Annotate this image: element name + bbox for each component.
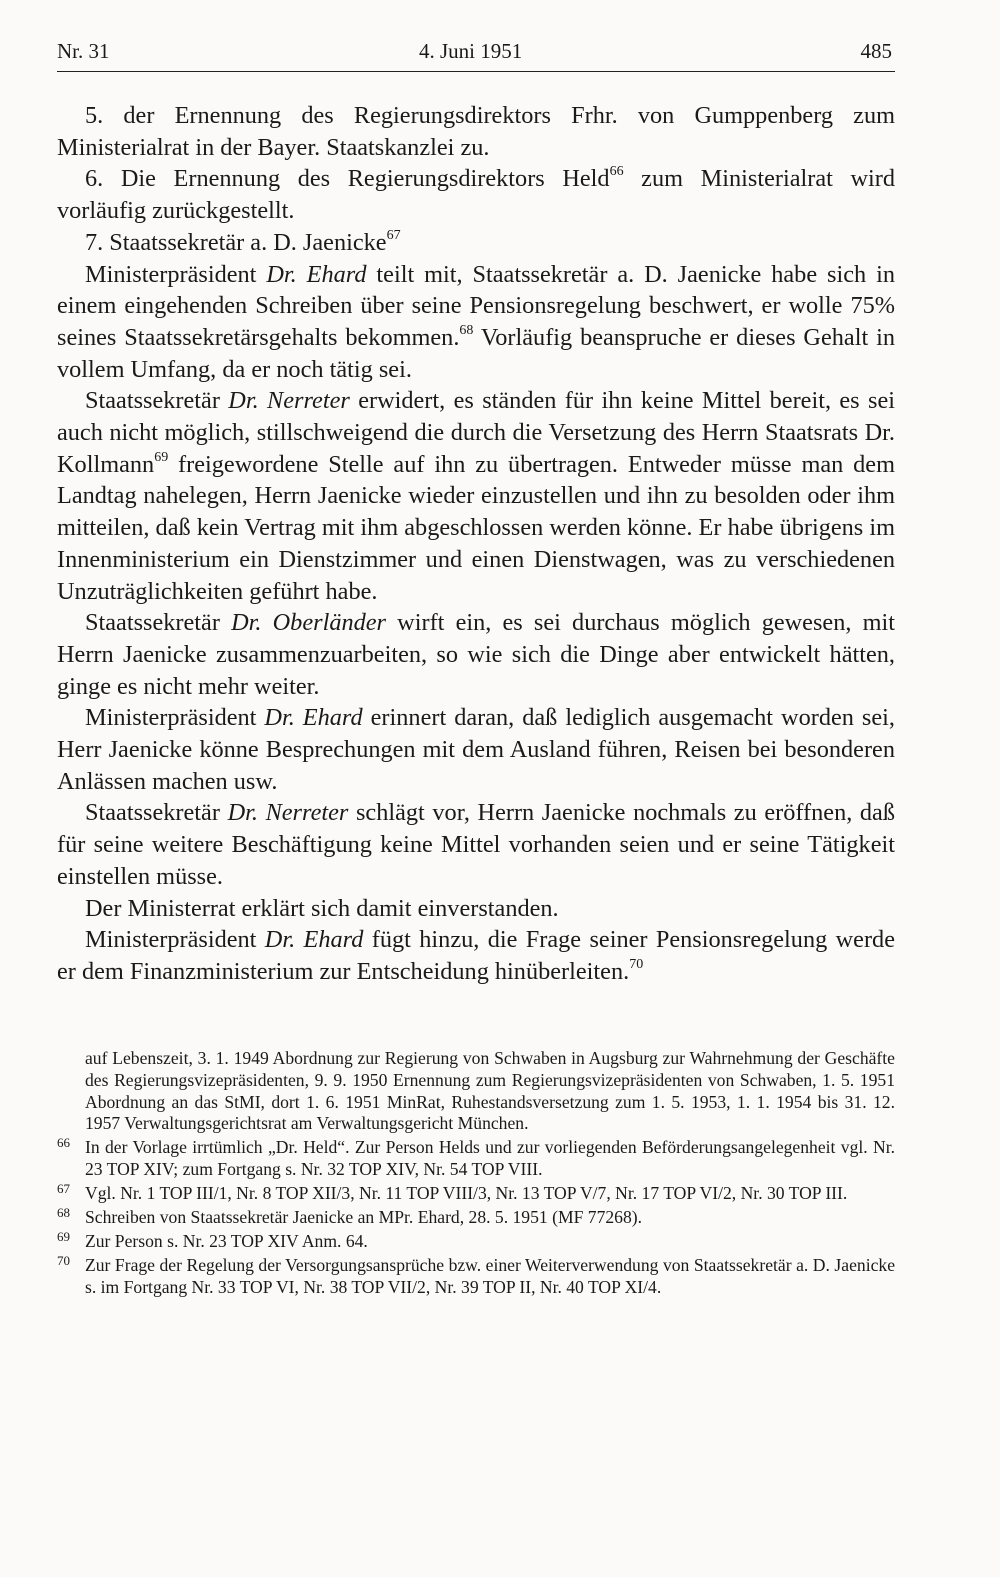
- running-head: [57, 36, 895, 66]
- paragraph-item-5: 5. der Ernennung des Regierungsdirektors Frhr. von Gumppenberg zum Ministerialrat in der Bayer. Staatskanzlei zu.: [57, 102, 895, 161]
- paragraph-ehard-pension: Ministerpräsident Dr. Ehard teilt mit, Staatssekretär a. D. Jaenicke habe sich in einem eingehenden Schreiben über seine Pensionsregelung beschwert, er wolle 75% seines Staatssekretärsgehalts bekommen.$^{68}$ Vorläufig beanspruche er dieses Gehalt in vollem Umfang, da er noch tätig sei.: [57, 260, 895, 383]
- footnote-ref-67[interactable]: 67: [386, 227, 401, 243]
- speaker-name: Dr. Oberländer: [231, 609, 387, 637]
- footnote-69: 69 Zur Person s. Nr. 23 TOP XIV Anm. 64.: [57, 1231, 895, 1253]
- speaker-name: Dr. Nerreter: [227, 799, 349, 827]
- speaker-name: Dr. Ehard: [266, 260, 367, 288]
- speaker-name: Dr. Nerreter: [228, 387, 350, 415]
- speaker-name: Dr. Ehard: [264, 704, 363, 732]
- paragraph-nerreter-reply: Staatssekretär Dr. Nerreter erwidert, es ständen für ihn keine Mittel bereit, es sei auch nicht möglich, stillschweigend die durch die Versetzung des Herrn Staatsrats Dr. Kollmann$^{69}$ freigewordene Stelle auf ihn zu übertragen. Entweder müsse man dem Landtag nahelegen, Herrn Jaenicke wieder einzustellen und ihn zu besolden oder ihm mitteilen, daß kein Vertrag mit ihm abgeschlossen werden könne. Er habe übrigens im Innenministerium ein Dienstzimmer und einen Dienstwagen, was zu verschiedenen Unzuträglichkeiten geführt habe.: [57, 387, 895, 605]
- footnote-number: 68: [57, 1205, 70, 1221]
- footnote-ref-66[interactable]: 66: [609, 164, 624, 180]
- footnote-continuation: auf Lebenszeit, 3. 1. 1949 Abordnung zur Regierung von Schwaben in Augsburg zur Wahrnehmung der Geschäfte des Regierungsvizepräsidenten, 9. 9. 1950 Ernennung zum Regierungsvizepräsidenten von Schwaben, 1. 5. 1951 Abordnung an das StMI, dort 1. 6. 1951 MinRat, Ruhestandsversetzung zum 1. 5. 1953, 1. 1. 1954 bis 31. 12. 1957 Verwaltungsgerichtsrat am Verwaltungsgericht München.: [85, 1047, 895, 1134]
- page-number: 485: [860, 39, 892, 63]
- paragraph-ehard-reminder: Ministerpräsident Dr. Ehard erinnert daran, daß lediglich ausgemacht worden sei, Herr Jaenicke könne Besprechungen mit dem Ausland führen, Reisen bei besonderen Anlässen machen usw.: [57, 704, 895, 795]
- footnote-ref-69[interactable]: 69: [154, 449, 169, 465]
- footnote-66: 66 In der Vorlage irrtümlich „Dr. Held“. Zur Person Helds und zur vorliegenden Beförderungsangelegenheit vgl. Nr. 23 TOP XIV; zum Fortgang s. Nr. 32 TOP XIV, Nr. 54 TOP VIII.: [57, 1137, 895, 1181]
- document-number: Nr. 31: [57, 39, 110, 63]
- paragraph-oberlaender: Staatssekretär Dr. Oberländer wirft ein, es sei durchaus möglich gewesen, mit Herrn Jaenicke zusammenzuarbeiten, so wie sich die Dinge aber entwickelt hätten, ginge es nicht mehr weiter.: [57, 609, 895, 700]
- footnote-70: 70 Zur Frage der Regelung der Versorgungsansprüche bzw. einer Weiterverwendung von Staatssekretär a. D. Jaenicke s. im Fortgang Nr. 33 TOP VI, Nr. 38 TOP VII/2, Nr. 39 TOP II, Nr. 40 TOP XI/4.: [57, 1255, 895, 1299]
- document-date: 4. Juni 1951: [419, 39, 523, 63]
- footnote-number: 70: [57, 1252, 70, 1268]
- footnote-number: 69: [57, 1228, 70, 1244]
- footnote-67: 67 Vgl. Nr. 1 TOP III/1, Nr. 8 TOP XII/3, Nr. 11 TOP VIII/3, Nr. 13 TOP V/7, Nr. 17 TOP VI/2, Nr. 30 TOP III.: [57, 1183, 895, 1205]
- paragraph-item-6: 6. Die Ernennung des Regierungsdirektors Held$^{66}$ zum Ministerialrat wird vorläufig zurückgestellt.: [57, 164, 895, 225]
- footnote-number: 67: [57, 1181, 70, 1197]
- header-rule: [57, 71, 895, 72]
- paragraph-nerreter-proposal: Staatssekretär Dr. Nerreter schlägt vor, Herrn Jaenicke nochmals zu eröffnen, daß für seine weitere Beschäftigung keine Mittel vorhanden seien und er seine Tätigkeit einstellen müsse.: [57, 799, 895, 890]
- footnote-number: 66: [57, 1135, 70, 1151]
- footnote-ref-68[interactable]: 68: [459, 322, 474, 338]
- footnotes: [57, 1048, 895, 1299]
- paragraph-item-7: 7. Staatssekretär a. D. Jaenicke$^{67}$: [85, 227, 401, 256]
- document-page: [57, 36, 895, 1301]
- paragraph-ehard-adds: Ministerpräsident Dr. Ehard fügt hinzu, die Frage seiner Pensionsregelung werde er dem Finanzministerium zur Entscheidung hinüberleiten.$^{70}$: [57, 926, 895, 985]
- paragraph-council-agrees: Der Ministerrat erklärt sich damit einverstanden.: [85, 894, 559, 922]
- footnote-ref-70[interactable]: 70: [629, 956, 644, 972]
- main-text: [57, 100, 895, 988]
- speaker-name: Dr. Ehard: [264, 926, 364, 954]
- footnote-68: 68 Schreiben von Staatssekretär Jaenicke an MPr. Ehard, 28. 5. 1951 (MF 77268).: [57, 1207, 895, 1229]
